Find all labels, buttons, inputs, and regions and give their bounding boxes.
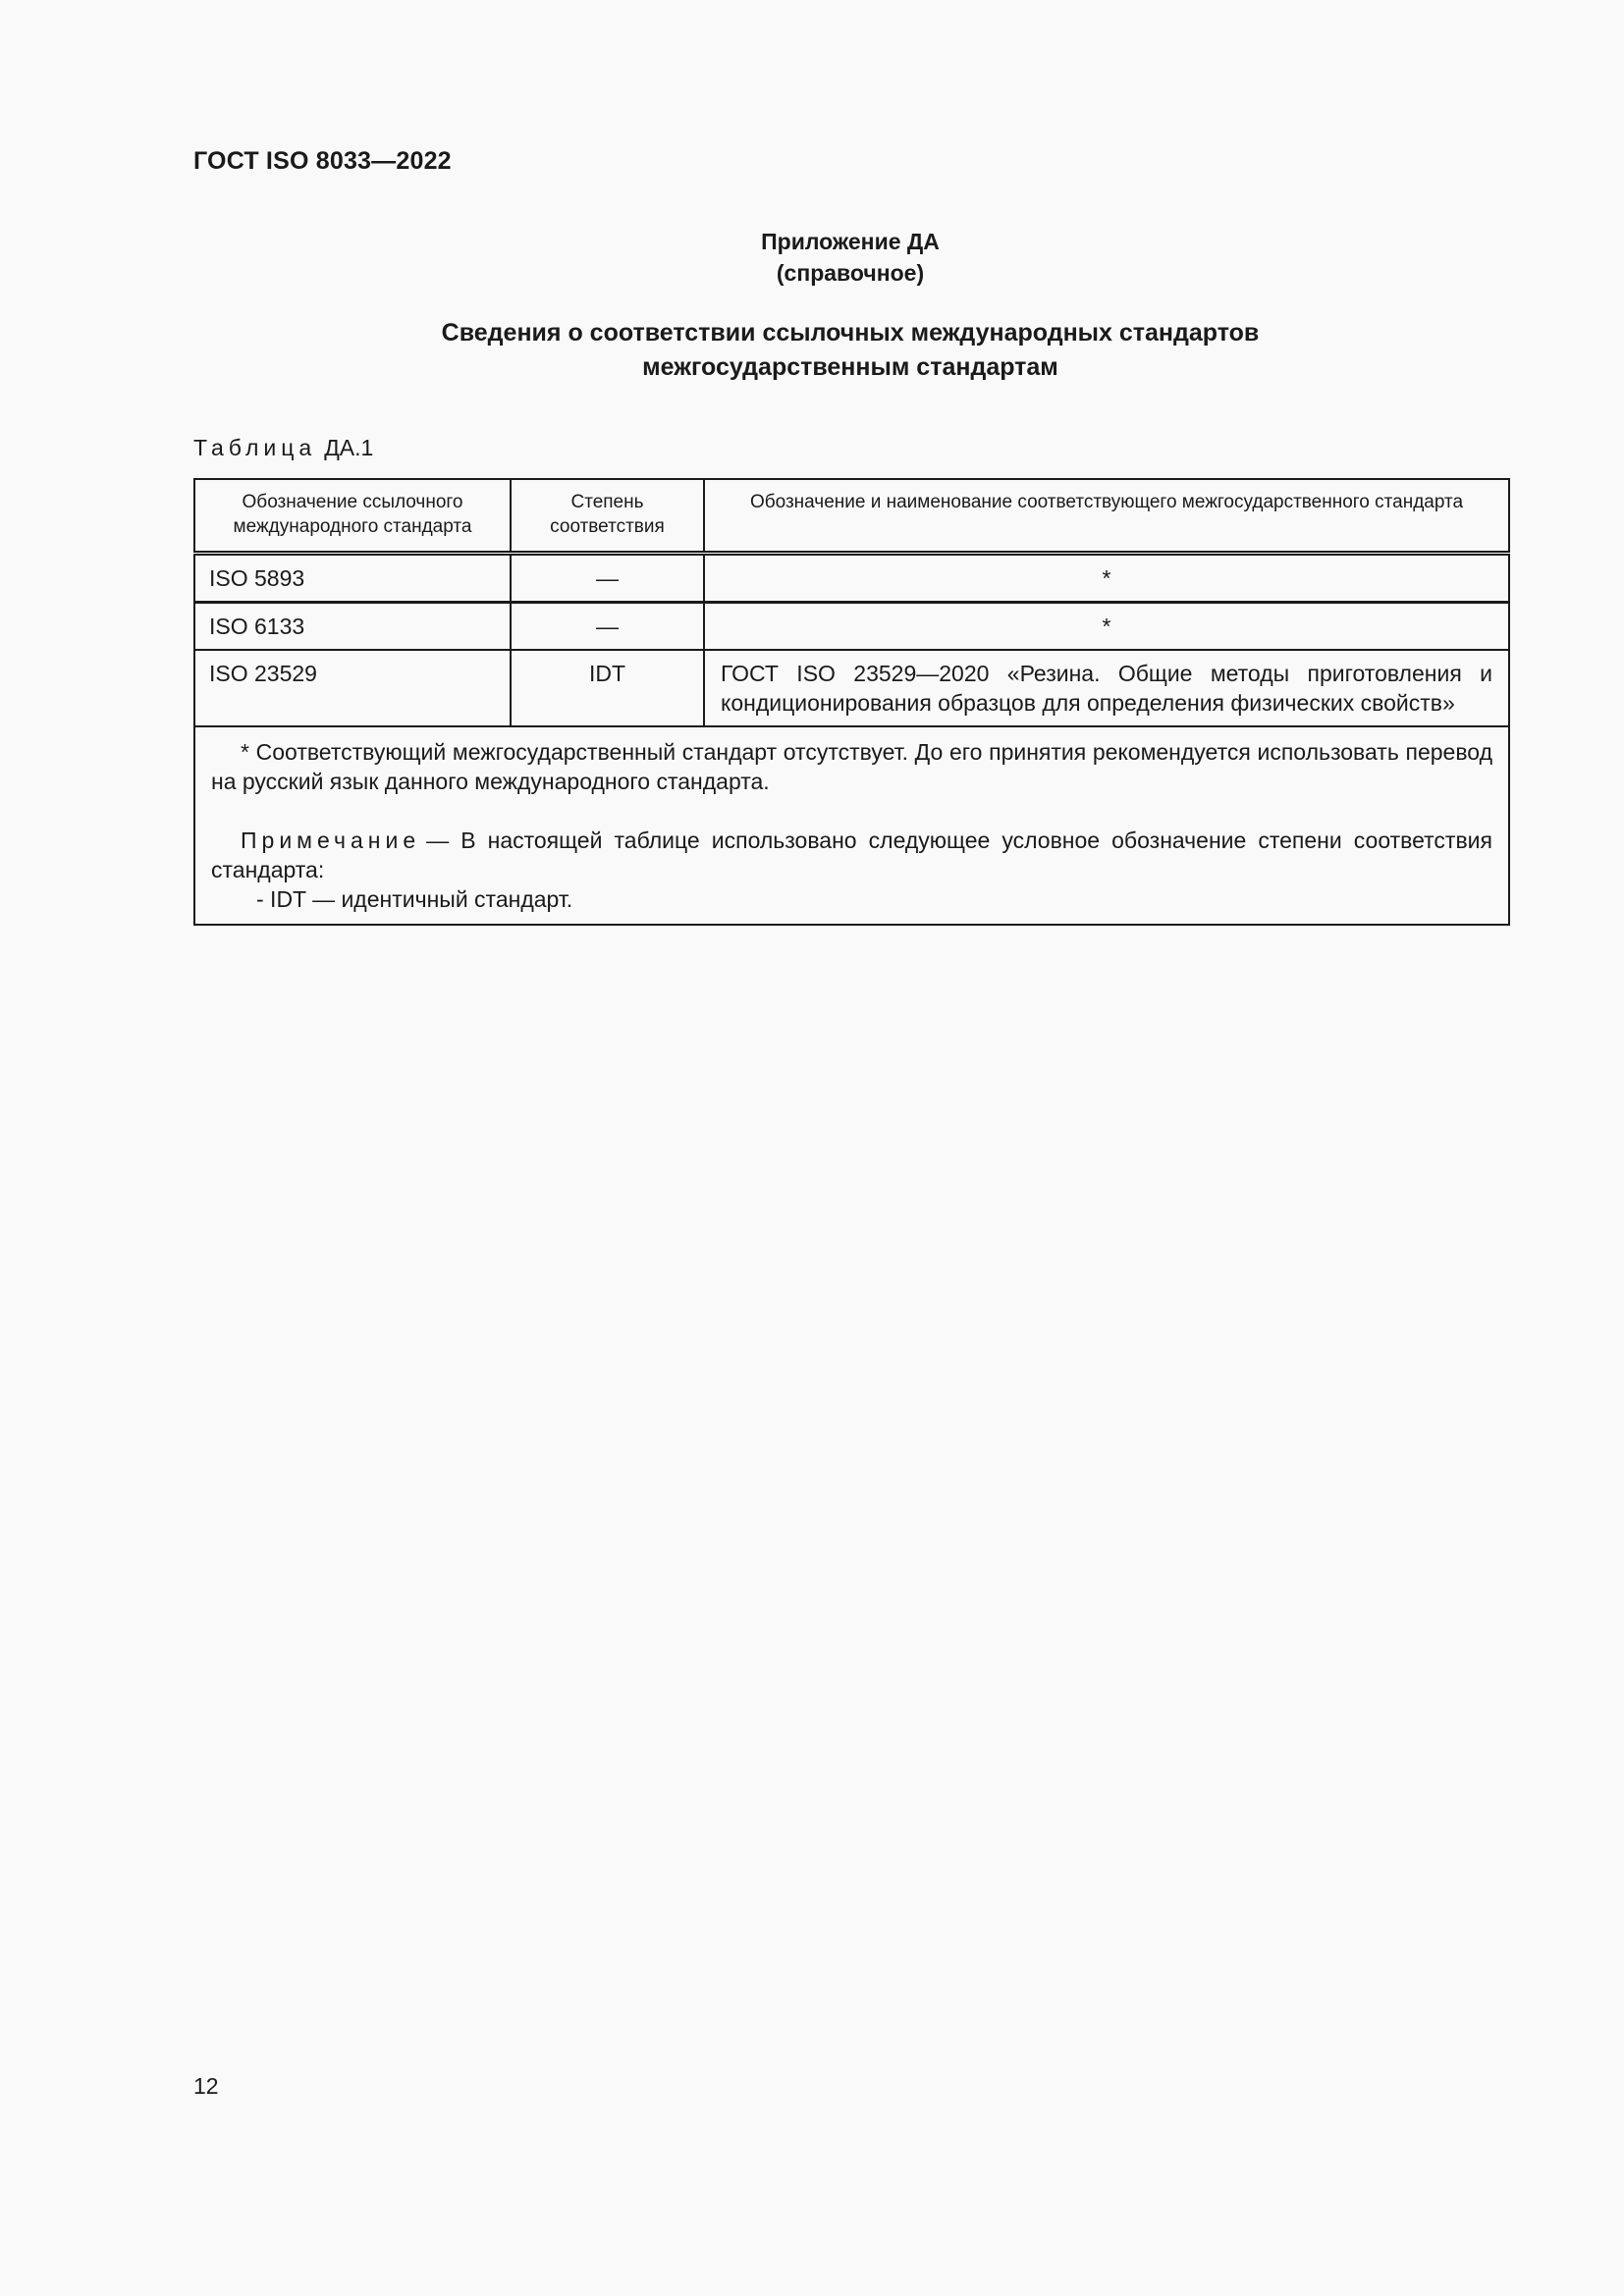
column-header-degree: Степень соответствия [511,479,704,554]
cell-degree: IDT [511,650,704,726]
cell-reference: ISO 5893 [194,554,511,603]
table-footnote: * Соответствующий межгосударственный стандарт отсутствует. До его принятия рекомендуется использовать перевод на русский язык данного международного стандарта. [211,739,1492,794]
column-header-reference: Обозначение ссылочного международного стандарта [194,479,511,554]
note-label: Примечание [241,828,421,853]
page-number: 12 [193,2073,219,2099]
appendix-label: Приложение ДА [761,229,940,254]
table-caption-word: Таблица [193,435,317,460]
standards-table [193,478,1510,926]
column-header-national: Обозначение и наименование соответствующего межгосударственного стандарта [704,479,1509,554]
note-text: — В настоящей таблице использовано следующее условное обозначение степени соответствия стандарта: [211,828,1492,882]
table-row [194,650,1509,726]
appendix-title [193,316,1507,385]
appendix-type: (справочное) [776,260,925,286]
table-caption [193,435,373,461]
table-header-row [194,479,1509,554]
table-note [211,826,1492,884]
note-list-item: - IDT — идентичный стандарт. [256,886,573,912]
appendix-heading [193,226,1507,289]
table-caption-number: ДА.1 [324,435,374,460]
cell-degree: — [511,554,704,603]
title-line-1: Сведения о соответствии ссылочных международных стандартов [441,319,1260,347]
cell-national: * [704,554,1509,603]
table-notes-row [194,726,1509,925]
table-row [194,554,1509,603]
cell-national: ГОСТ ISO 23529—2020 «Резина. Общие методы приготовления и кондиционирования образцов для определения физических свойств» [704,650,1509,726]
title-line-2: межгосударственным стандартам [642,353,1058,381]
cell-reference: ISO 23529 [194,650,511,726]
table-notes [194,726,1509,925]
cell-national: * [704,603,1509,651]
document-code: ГОСТ ISO 8033—2022 [193,147,452,175]
table-row [194,603,1509,651]
cell-reference: ISO 6133 [194,603,511,651]
cell-degree: — [511,603,704,651]
